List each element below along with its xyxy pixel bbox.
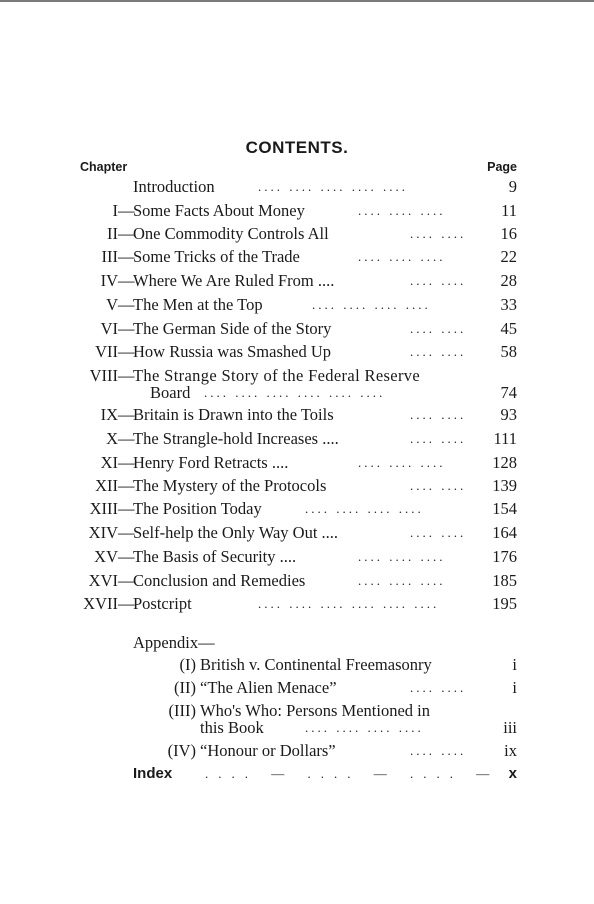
entry-page: iii <box>503 718 517 737</box>
entry-title: Some Tricks of the Trade <box>133 247 300 266</box>
entry-page: 128 <box>492 453 517 472</box>
entry-title: Who's Who: Persons Mentioned in <box>200 701 430 720</box>
entry-title: British v. Continental Freemasonry <box>200 655 432 674</box>
chapter-number: I <box>112 201 118 220</box>
entry-page: 33 <box>500 295 517 314</box>
toc-entry-chapter-14: XIV — Self-help the Only Way Out .... .... .... 164 <box>0 521 594 544</box>
entry-title: Where We Are Ruled From .... <box>133 271 335 290</box>
dot-leaders: .... .... <box>410 525 467 540</box>
chapter-number: XIV <box>88 523 118 542</box>
page-top-border <box>0 0 594 2</box>
toc-entry-chapter-13: XIII — The Position Today .... .... .... .... 154 <box>0 497 594 520</box>
entry-title: Some Facts About Money <box>133 201 305 220</box>
entry-page: 154 <box>492 499 517 518</box>
dot-leaders: .... .... <box>410 321 467 336</box>
appendix-label: Appendix— <box>133 633 215 652</box>
chapter-column-header: Chapter <box>80 160 128 174</box>
dot-leaders: .... .... <box>410 226 467 241</box>
entry-page: 45 <box>500 319 517 338</box>
dot-leaders: .... .... .... .... <box>312 297 431 312</box>
dot-leaders: .... .... .... <box>358 455 446 470</box>
entry-page: ix <box>504 741 517 760</box>
chapter-number: IX <box>100 405 118 424</box>
chapter-number: XI <box>100 453 118 472</box>
toc-entry-chapter-9: IX — Britain is Drawn into the Toils .... .... 93 <box>0 403 594 426</box>
toc-entry-chapter-12: XII — The Mystery of the Protocols .... .... 139 <box>0 474 594 497</box>
toc-entry-chapter-17: XVII — Postcript .... .... .... .... .... .... 195 <box>0 592 594 615</box>
toc-entry-index <box>0 762 594 785</box>
entry-title: The German Side of the Story <box>133 319 332 338</box>
entry-title: The Basis of Security .... <box>133 547 297 566</box>
chapter-number: III <box>101 247 118 266</box>
entry-title: “The Alien Menace” <box>200 678 337 697</box>
toc-entry-chapter-6: VI — The German Side of the Story .... .... 45 <box>0 317 594 340</box>
dot-leaders: .... .... .... <box>358 249 446 264</box>
dot-leaders: .... .... .... <box>358 549 446 564</box>
dot-leaders: .... .... <box>410 431 467 446</box>
chapter-number: XV <box>94 547 118 566</box>
dot-leaders: .... .... .... .... .... <box>258 179 408 194</box>
dot-leaders: .... .... .... .... .... .... <box>204 385 386 400</box>
entry-page: 74 <box>500 383 517 402</box>
toc-entry-chapter-11: XI — Henry Ford Retracts .... .... .... .... 128 <box>0 451 594 474</box>
entry-title: How Russia was Smashed Up <box>133 342 331 361</box>
toc-entry-introduction <box>0 175 594 198</box>
entry-title: Britain is Drawn into the Toils <box>133 405 334 424</box>
page-column-header: Page <box>487 160 517 174</box>
entry-title: “Honour or Dollars” <box>200 741 336 760</box>
dot-leaders: .... — .... — .... — <box>205 766 500 781</box>
entry-title: One Commodity Controls All <box>133 224 329 243</box>
dot-leaders: .... .... <box>410 478 467 493</box>
dot-leaders: .... .... <box>410 344 467 359</box>
chapter-number: X <box>106 429 118 448</box>
dot-leaders: .... .... .... <box>358 573 446 588</box>
toc-entry-chapter-16: XVI — Conclusion and Remedies .... .... .... 185 <box>0 569 594 592</box>
chapter-number: VIII <box>89 366 118 385</box>
entry-page: 9 <box>508 177 517 196</box>
entry-page: i <box>512 678 517 697</box>
entry-title: The Position Today <box>133 499 262 518</box>
entry-page: 28 <box>500 271 517 290</box>
entry-page: 111 <box>493 429 517 448</box>
entry-title-continuation: this Book <box>200 718 264 737</box>
entry-title: Introduction <box>133 177 215 196</box>
appendix-entry-4 <box>0 739 594 762</box>
entry-page: 176 <box>492 547 517 566</box>
chapter-number: II <box>107 224 118 243</box>
dot-leaders: .... .... <box>410 407 467 422</box>
dot-leaders: .... .... .... <box>358 203 446 218</box>
appendix-heading <box>0 631 594 654</box>
appendix-entry-3-cont <box>0 716 594 739</box>
entry-page: 164 <box>492 523 517 542</box>
entry-title: The Mystery of the Protocols <box>133 476 327 495</box>
index-label: Index <box>133 765 173 782</box>
entry-title-continuation: Board <box>150 383 191 402</box>
chapter-number: XVII <box>83 594 118 613</box>
appendix-number: (I) <box>179 655 196 674</box>
toc-entry-chapter-15: XV — The Basis of Security .... .... .... .... 176 <box>0 545 594 568</box>
entry-page: 16 <box>500 224 517 243</box>
dot-leaders: .... .... .... .... <box>305 501 424 516</box>
toc-entry-chapter-2: II — One Commodity Controls All .... .... 16 <box>0 222 594 245</box>
chapter-number: VI <box>100 319 118 338</box>
chapter-number: VII <box>95 342 118 361</box>
dot-leaders: .... .... <box>410 680 467 695</box>
dot-leaders: .... .... .... .... .... .... <box>258 596 440 611</box>
entry-page: 195 <box>492 594 517 613</box>
chapter-number: XVI <box>88 571 118 590</box>
dot-leaders: .... .... .... .... <box>305 720 424 735</box>
appendix-number: (II) <box>174 678 196 697</box>
chapter-number: V <box>106 295 118 314</box>
entry-title: The Men at the Top <box>133 295 263 314</box>
entry-title: The Strange Story of the Federal Reserve <box>133 366 421 385</box>
chapter-number: IV <box>100 271 118 290</box>
toc-entry-chapter-7: VII — How Russia was Smashed Up .... .... 58 <box>0 340 594 363</box>
entry-title: Conclusion and Remedies <box>133 571 306 590</box>
toc-entry-chapter-10: X — The Strangle-hold Increases .... .... .... 111 <box>0 427 594 450</box>
entry-title: Self-help the Only Way Out .... <box>133 523 339 542</box>
entry-page: 58 <box>500 342 517 361</box>
entry-title: Postcript <box>133 594 192 613</box>
entry-page: 11 <box>501 201 517 220</box>
entry-page: 93 <box>500 405 517 424</box>
toc-entry-chapter-4: IV — Where We Are Ruled From .... .... .... 28 <box>0 269 594 292</box>
entry-title: Henry Ford Retracts .... <box>133 453 289 472</box>
entry-page: 139 <box>492 476 517 495</box>
toc-entry-chapter-5: V — The Men at the Top .... .... .... .... 33 <box>0 293 594 316</box>
page-title: CONTENTS. <box>245 138 349 157</box>
toc-entry-chapter-1: I — Some Facts About Money .... .... .... 11 <box>0 199 594 222</box>
toc-entry-chapter-8: VIII — The Strange Story of the Federal Reserve <box>0 364 594 387</box>
appendix-entry-2 <box>0 676 594 699</box>
appendix-number: (IV) <box>167 741 196 760</box>
appendix-number: (III) <box>168 701 196 720</box>
chapter-number: XIII <box>89 499 118 518</box>
entry-page: 185 <box>492 571 517 590</box>
toc-entry-chapter-3: III — Some Tricks of the Trade .... .... .... 22 <box>0 245 594 268</box>
entry-page: x <box>508 765 517 782</box>
entry-title: The Strangle-hold Increases .... <box>133 429 339 448</box>
chapter-number: XII <box>95 476 118 495</box>
entry-page: 22 <box>500 247 517 266</box>
appendix-entry-1 <box>0 653 594 676</box>
toc-entry-chapter-8-cont <box>0 381 594 404</box>
entry-page: i <box>512 655 517 674</box>
dot-leaders: .... .... <box>410 273 467 288</box>
dot-leaders: .... .... <box>410 743 467 758</box>
